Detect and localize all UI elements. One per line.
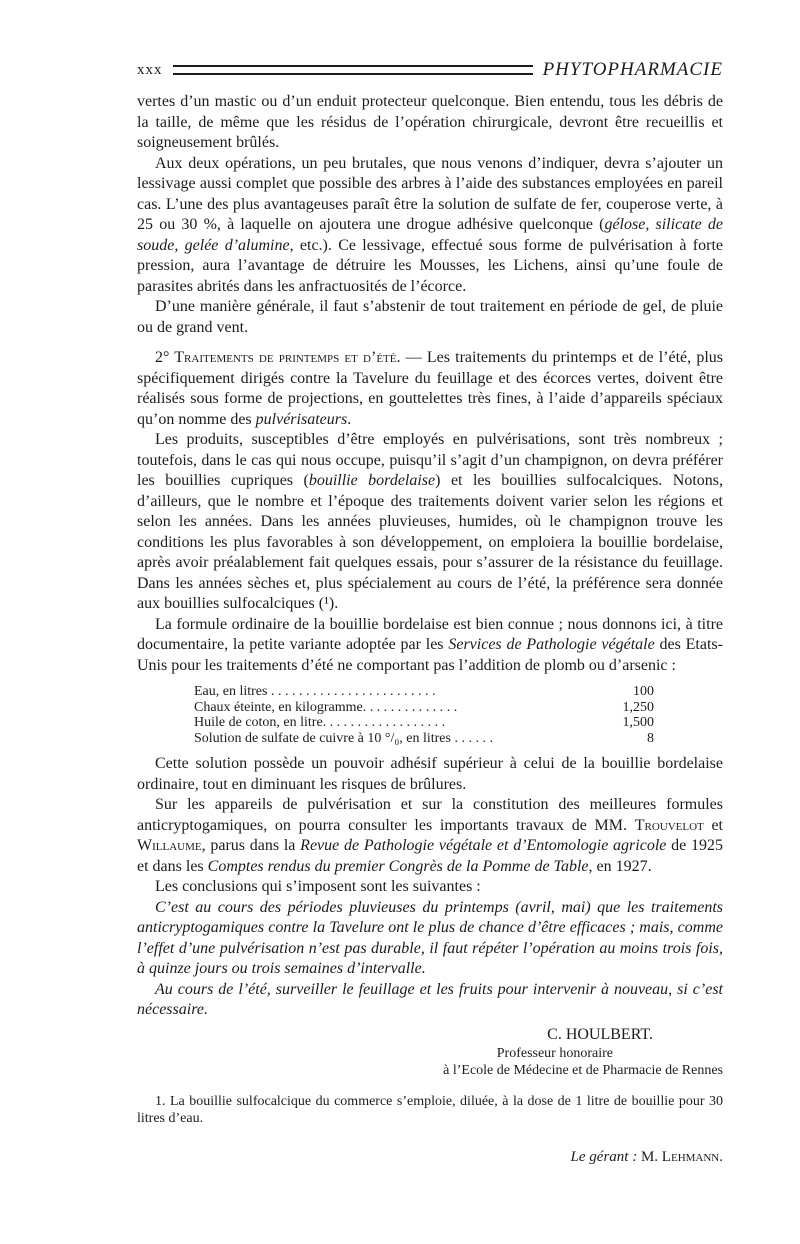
signature-institution: à l’Ecole de Médecine et de Pharmacie de Rennes bbox=[443, 1063, 723, 1078]
paragraph: D’une manière générale, il faut s’abstenir de tout traitement en période de gel, de pluie ou de grand vent. bbox=[137, 298, 723, 336]
body-text bbox=[137, 92, 723, 1168]
paragraph: Cette solution possède un pouvoir adhésif supérieur à celui de la bouillie bordelaise ordinaire, tout en diminuant les risques de brûlures. bbox=[137, 755, 723, 793]
paragraph bbox=[137, 154, 723, 298]
recipe-label: Huile de coton, en litre. . . . . . . . . . . . . . . . . . bbox=[194, 715, 446, 730]
italic-run: C’est au cours des périodes pluvieuses du printemps (avril, mai) que les traitements anticryptogamiques contre la Tavelure ont le plus de chance d’être efficaces ; mais, comme l’effet d’une pulvérisation n’est pas durable, il faut répéter l’opération au moins trois fois, à quinze jours ou trois semaines d’intervalle. bbox=[137, 898, 723, 977]
text-run: — Les traitements du printemps et de l’été, plus spécifiquement dirigés contre la Tavelure du feuillage et des écorces vertes, doivent être réalisés sous forme de projections, en gouttelettes très fines, à l’aide d’appareils spéciaux qu’on nomme des bbox=[137, 349, 724, 428]
section-heading: 2° Traitements de printemps et d’été. bbox=[155, 349, 401, 366]
page-number: xxx bbox=[137, 61, 163, 78]
text-run: des Etats-Unis pour les traitements d’été ne comportant pas l’addition de plomb ou d’arsenic : bbox=[137, 636, 723, 674]
text-run: , parus dans la bbox=[201, 837, 301, 854]
recipe-value: 8 bbox=[647, 730, 654, 746]
text-run: La formule ordinaire de la bouillie bordelaise est bien connue ; nous donnons ici, à titre documentaire, la petite variante adoptée par les bbox=[137, 615, 723, 653]
italic-run: Revue de Pathologie végétale et d’Entomologie agricole bbox=[300, 837, 667, 854]
gerant-line bbox=[137, 1147, 723, 1168]
section-gap bbox=[137, 338, 723, 348]
recipe-value: 1,250 bbox=[622, 699, 654, 715]
italic-run: gélose, silicate de soude, gelée d’alumine bbox=[137, 216, 723, 254]
author-name: Trouvelot bbox=[634, 816, 704, 834]
page-header bbox=[137, 56, 723, 84]
recipe-row bbox=[194, 700, 654, 716]
recipe-row bbox=[194, 731, 654, 747]
footnote bbox=[137, 1093, 723, 1127]
italic-run: Services de Pathologie végétale bbox=[448, 636, 655, 653]
conclusion-paragraph bbox=[137, 980, 723, 1021]
italic-run: pulvérisateurs bbox=[255, 410, 348, 428]
recipe-label: Solution de sulfate de cuivre à 10 °/₀, en litres . . . . . . bbox=[194, 730, 493, 746]
recipe-row bbox=[194, 684, 654, 700]
text-run: , en 1927. bbox=[588, 857, 652, 875]
text-run: . bbox=[347, 410, 352, 428]
italic-run: bouillie bordelaise bbox=[308, 472, 436, 489]
paragraph bbox=[137, 615, 723, 677]
italic-run: Comptes rendus du premier Congrès de la Pomme de Table bbox=[207, 857, 589, 875]
section-paragraph bbox=[137, 348, 723, 430]
text-run: Sur les appareils de pulvérisation et sur la constitution des meilleures formules anticryptogamiques, on pourra consulter les importants travaux de MM. bbox=[137, 796, 723, 834]
signature-name: C. HOULBERT. bbox=[547, 1025, 653, 1043]
recipe-row bbox=[194, 715, 654, 731]
text-run: ) et les bouillies sulfocalciques. Notons, d’ailleurs, que le nombre et l’époque des traitements doivent varier selon les régions et selon les années. Dans les années pluvieuses, humides, où le champignon trouve les conditions les plus favorables à son développement, on emploiera la bouillie bordelaise, après avoir préalablement fait quelques essais, pour s’assurer de la résistance du feuillage. Dans les années sèches et, plus spécialement au cours de l’été, la préférence sera donnée aux bouillies sulfocalciques (¹). bbox=[137, 472, 723, 612]
recipe-value: 100 bbox=[633, 684, 654, 699]
header-rule bbox=[173, 65, 533, 75]
text-run: , etc.). Ce lessivage, effectué sous forme de pulvérisation à forte pression, aura l’avantage de détruire les Mousses, les Lichens, ainsi qu’une foule de parasites abrités dans les anfractuosités de l’écorce. bbox=[137, 236, 724, 295]
italic-run: Au cours de l’été, surveiller le feuillage et les fruits pour intervenir à nouveau, si c’est nécessaire. bbox=[137, 980, 723, 1018]
conclusion-paragraph bbox=[137, 898, 723, 980]
paragraph bbox=[137, 430, 723, 615]
paragraph bbox=[137, 795, 723, 877]
text-run: Les produits, susceptibles d’être employés en pulvérisations, sont très nombreux ; toutefois, dans le cas qui nous occupe, puisqu’il s’agit d’un champignon, on devra préférer les bouillies cupriques ( bbox=[137, 431, 723, 489]
running-title: PHYTOPHARMACIE bbox=[542, 59, 723, 80]
recipe-label: Chaux éteinte, en kilogramme. . . . . . . . . . . . . . bbox=[194, 699, 458, 715]
paragraph: Les conclusions qui s’imposent sont les suivantes : bbox=[155, 878, 481, 895]
signature-role: Professeur honoraire bbox=[496, 1046, 613, 1061]
gerant-label: Le gérant : bbox=[570, 1149, 638, 1165]
paragraph: vertes d’un mastic ou d’un enduit protecteur quelconque. Bien entendu, tous les débris de la taille, de même que les résidus de l’opération chirurgicale, devront être recueillis et soigneusement brûlés. bbox=[137, 93, 723, 151]
author-name: Willaume bbox=[137, 837, 202, 854]
text-run: et bbox=[703, 816, 724, 834]
recipe-table bbox=[194, 684, 654, 746]
text-run: de 1925 et dans les bbox=[137, 837, 723, 875]
recipe-value: 1,500 bbox=[622, 715, 654, 730]
gerant-name: M. Lehmann. bbox=[640, 1149, 723, 1165]
recipe-label: Eau, en litres . . . . . . . . . . . . . . . . . . . . . . . . bbox=[194, 684, 436, 699]
text-run: Aux deux opérations, un peu brutales, que nous venons d’indiquer, devra s’ajouter un lessivage aussi complet que possible des arbres à l’aide des substances employées en pareil cas. L’une des plus avantageuses paraît être la solution de sulfate de fer, couperose verte, à 25 ou 30 %, à laquelle on ajoutera une drogue adhésive quelconque ( bbox=[137, 154, 723, 233]
footnote-text: 1. La bouillie sulfocalcique du commerce s’emploie, diluée, à la dose de 1 litre de bouillie pour 30 litres d’eau. bbox=[137, 1094, 723, 1126]
